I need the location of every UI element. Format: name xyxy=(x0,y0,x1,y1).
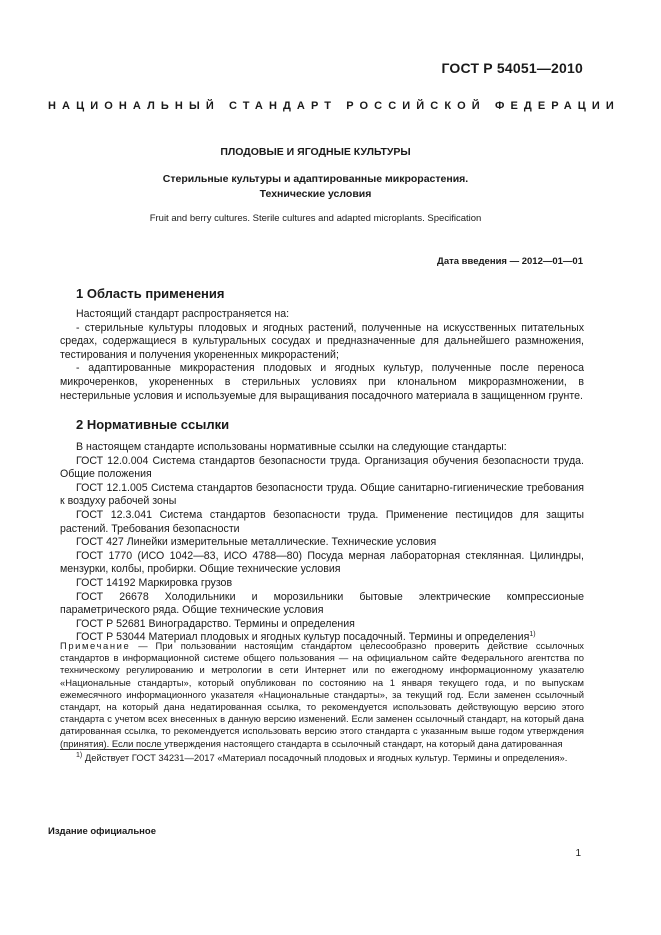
note-lead: Примечание xyxy=(60,640,131,651)
english-title: Fruit and berry cultures. Sterile cultures and adapted microplants. Specification xyxy=(149,213,482,224)
note-text: — При пользовании настоящим стандартом целесообразно проверить действие ссылочных стандартов в информационной системе общего пользования — на официальном сайте Федерального агентства по техническому регулированию и метрологии в сети Интернет или по ежегодному информационному указателю «Национальные стандарты», который опубликован по состоянию на 1 января текущего года, и по выпускам ежемесячного информационного указателя «Национальные стандарты», за текущий год. Если заменен ссылочный стандарт, на который дана недатированная ссылка, то рекомендуется использовать действующую версию этого стандарта с учетом всех внесенных в данную версию изменений. Если заменен ссылочный стандарт, на который дана датированная ссылка, то рекомендуется использовать версию этого стандарта с указанным выше годом утверждения (принятия). Если после утверждения настоящего стандарта в ссылочный стандарт, на который дана датированная xyxy=(60,640,584,749)
subtitle-line-2: Технические условия xyxy=(259,188,372,200)
section-1-body xyxy=(60,308,584,403)
reference-item: ГОСТ Р 52681 Виноградарство. Термины и определения xyxy=(76,617,355,630)
section-2-body xyxy=(60,441,584,645)
reference-item: ГОСТ 12.0.004 Система стандартов безопасности труда. Организация обучения безопасности труда. Общие положения xyxy=(60,454,584,481)
reference-item: ГОСТ 1770 (ИСО 1042—83, ИСО 4788—80) Посуда мерная лабораторная стеклянная. Цилиндры, мензурки, колбы, пробирки. Общие технические условия xyxy=(60,549,584,576)
reference-text: ГОСТ Р 53044 Материал плодовых и ягодных культур посадочный. Термины и определения xyxy=(76,631,530,644)
footnote xyxy=(60,751,584,764)
reference-item: ГОСТ 26678 Холодильники и морозильники бытовые электрические компрессионые параметрического ряда. Общие технические условия xyxy=(60,590,584,617)
gost-number: ГОСТ Р 54051—2010 xyxy=(441,60,583,76)
document-subtitle xyxy=(48,172,583,202)
reference-item: ГОСТ 14192 Маркировка грузов xyxy=(76,576,233,589)
section-2-title: 2 Нормативные ссылки xyxy=(76,417,230,432)
section-1-paragraph: Настоящий стандарт распространяется на: xyxy=(76,308,290,320)
page-number: 1 xyxy=(575,848,581,859)
introduction-date: Дата введения — 2012—01—01 xyxy=(437,256,583,267)
section-1-paragraph: - стерильные культуры плодовых и ягодных растений, полученные на искусственных питательных средах, содержащиеся в культуральных сосудах и предназначенные для дальнейшего размножения, тестирования и получения укорененных микрорастений; xyxy=(60,321,584,361)
official-edition-label: Издание официальное xyxy=(48,826,156,837)
note-block xyxy=(60,640,584,750)
footnote-marker: 1) xyxy=(76,752,83,759)
reference-item: ГОСТ 427 Линейки измерительные металлические. Технические условия xyxy=(76,536,437,549)
subtitle-line-1: Стерильные культуры и адаптированные микрорастения. xyxy=(162,173,469,185)
reference-item: ГОСТ 12.3.041 Система стандартов безопасности труда. Применение пестицидов для защиты растений. Требования безопасности xyxy=(60,508,584,535)
document-title: ПЛОДОВЫЕ И ЯГОДНЫЕ КУЛЬТУРЫ xyxy=(220,146,411,158)
reference-item: В настоящем стандарте использованы нормативные ссылки на следующие стандарты: xyxy=(76,441,507,453)
section-1-paragraph: - адаптированные микрорастения плодовых и ягодных культур, полученные после переноса микрочеренков, укорененных в стерильных условиях при клональном микроразмножении, в нестерильные условия и используемые для выращивания посадочного материала в защищенном грунте. xyxy=(60,362,584,402)
footnote-divider xyxy=(60,749,164,750)
footnote-marker: 1) xyxy=(529,631,536,639)
national-standard-heading: НАЦИОНАЛЬНЫЙ СТАНДАРТ РОССИЙСКОЙ ФЕДЕРАЦИИ xyxy=(48,100,620,112)
section-1-title: 1 Область применения xyxy=(76,286,225,301)
footnote-text: Действует ГОСТ 34231—2017 «Материал посадочный плодовых и ягодных культур. Термины и определения». xyxy=(82,752,568,763)
reference-item: ГОСТ 12.1.005 Система стандартов безопасности труда. Общие санитарно-гигиенические требования к воздуху рабочей зоны xyxy=(60,481,584,508)
